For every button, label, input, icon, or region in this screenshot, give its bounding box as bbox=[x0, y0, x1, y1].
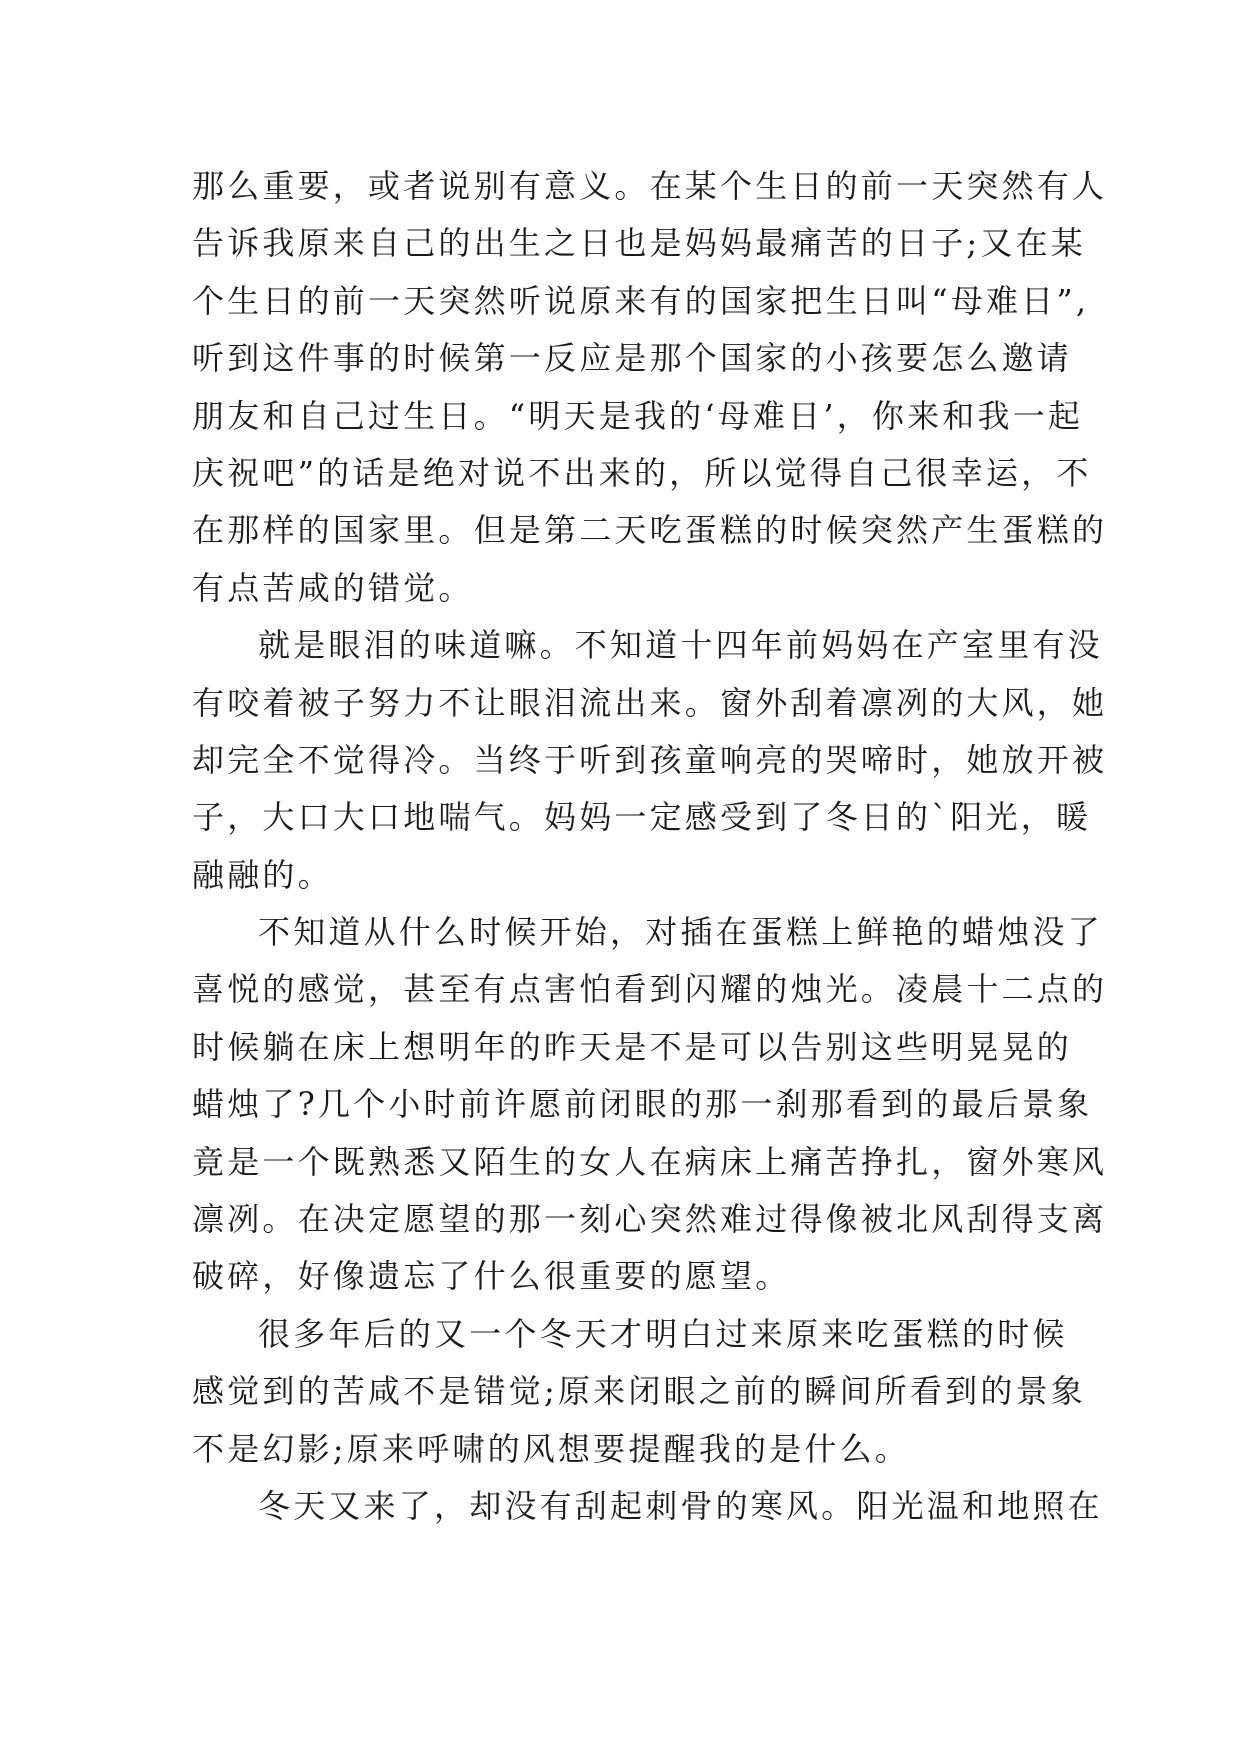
text-line: 个生日的前一天突然听说原来有的国家把生日叫“母难日”, bbox=[192, 281, 1090, 320]
text-line: 有点苦咸的错觉。 bbox=[192, 568, 474, 607]
text-line: 有咬着被子努力不让眼泪流出来。窗外刮着凛冽的大风，她 bbox=[192, 683, 1108, 722]
text-line: 却完全不觉得冷。当终于听到孩童响亮的哭啼时，她放开被 bbox=[192, 740, 1108, 779]
text-line: 那么重要，或者说别有意义。在某个生日的前一天突然有人 bbox=[192, 167, 1108, 205]
text-line: 朋友和自己过生日。“明天是我的‘母难日’，你来和我一起 bbox=[192, 396, 1084, 435]
text-line: 听到这件事的时候第一反应是那个国家的小孩要怎么邀请 bbox=[192, 339, 1073, 378]
text-line: 凛冽。在决定愿望的那一刻心突然难过得像被北风刮得支离 bbox=[192, 1200, 1108, 1239]
text-line: 融融的。 bbox=[192, 855, 333, 894]
paragraph-first-line: 不知道从什么时候开始，对插在蛋糕上鲜艳的蜡烛没了 bbox=[258, 913, 1103, 952]
paragraph-first-line: 就是眼泪的味道嘛。不知道十四年前妈妈在产室里有没 bbox=[258, 626, 1103, 665]
paragraph-first-line: 冬天又来了，却没有刮起刺骨的寒风。阳光温和地照在 bbox=[258, 1486, 1103, 1525]
text-line: 时候躺在床上想明年的昨天是不是可以告别这些明晃晃的 bbox=[192, 1027, 1073, 1066]
text-line: 不是幻影;原来呼啸的风想要提醒我的是什么。 bbox=[192, 1429, 910, 1468]
text-line: 竟是一个既熟悉又陌生的女人在病床上痛苦挣扎，窗外寒风 bbox=[192, 1142, 1108, 1181]
text-line: 庆祝吧”的话是绝对说不出来的，所以觉得自己很幸运，不 bbox=[192, 453, 1092, 492]
text-line: 子，大口大口地喘气。妈妈一定感受到了冬日的`阳光，暖 bbox=[192, 798, 1092, 837]
text-line: 告诉我原来自己的出生之日也是妈妈最痛苦的日子;又在某 bbox=[192, 224, 1086, 263]
essay-body bbox=[192, 158, 1108, 1535]
text-line: 破碎，好像遗忘了什么很重要的愿望。 bbox=[192, 1257, 791, 1296]
paragraph-first-line: 很多年后的又一个冬天才明白过来原来吃蛋糕的时候 bbox=[258, 1314, 1068, 1353]
text-line: 在那样的国家里。但是第二天吃蛋糕的时候突然产生蛋糕的 bbox=[192, 511, 1108, 550]
text-line: 感觉到的苦咸不是错觉;原来闭眼之前的瞬间所看到的景象 bbox=[192, 1372, 1086, 1411]
text-line: 喜悦的感觉，甚至有点害怕看到闪耀的烛光。凌晨十二点的 bbox=[192, 970, 1108, 1009]
text-line: 蜡烛了?几个小时前许愿前闭眼的那一刹那看到的最后景象 bbox=[192, 1085, 1093, 1124]
